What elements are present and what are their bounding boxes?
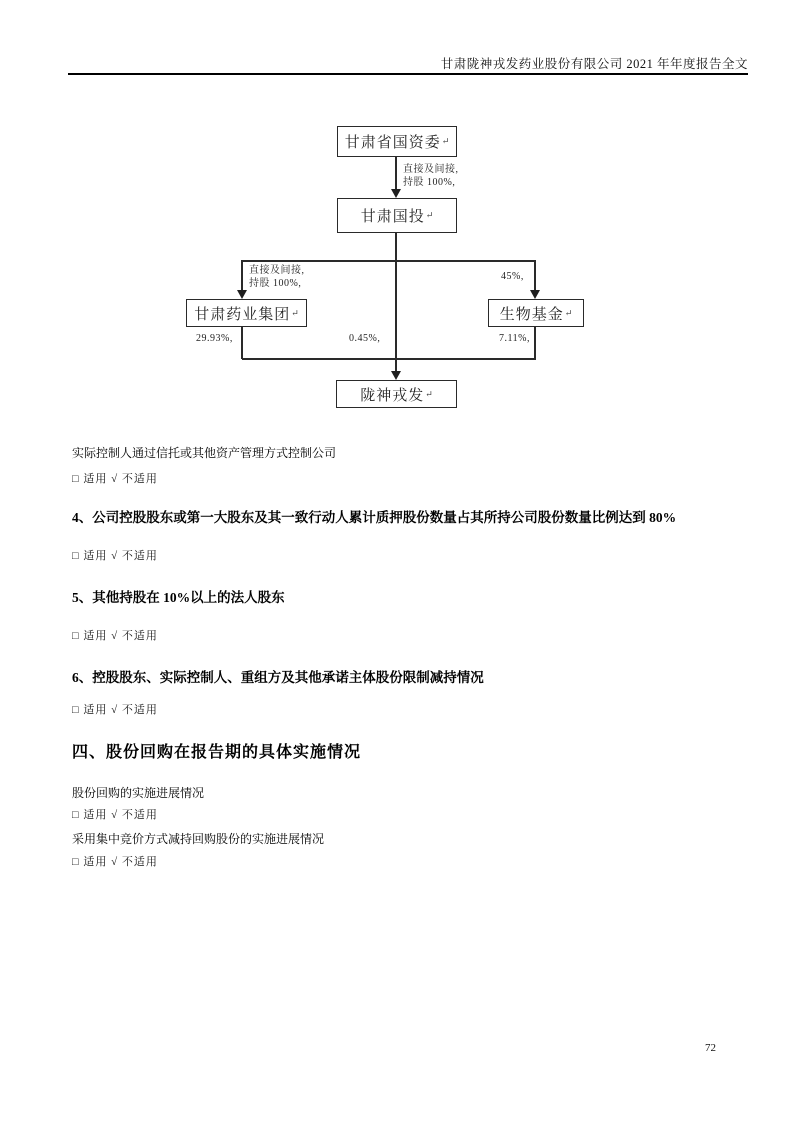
arrowhead-into-biofund bbox=[530, 290, 540, 299]
org-node-label: 甘肃省国资委 bbox=[344, 135, 441, 151]
edge-label-line: 持股 100%, bbox=[249, 278, 302, 289]
return-mark: ↵ bbox=[425, 388, 433, 399]
branch-line-upper bbox=[242, 260, 536, 262]
return-mark: ↵ bbox=[291, 307, 299, 318]
arrowhead-into-company bbox=[391, 371, 401, 380]
connector-guotou-to-pharma bbox=[241, 260, 243, 291]
applicable-checkbox-line: □ 适用 √ 不适用 bbox=[72, 550, 158, 562]
org-node-label: 生物基金 bbox=[499, 306, 564, 323]
edge-label-line: 直接及间接, bbox=[403, 164, 459, 175]
org-node-label: 陇神戎发 bbox=[360, 387, 425, 404]
return-mark: ↵ bbox=[425, 210, 434, 220]
connector-sasac-to-guotou bbox=[395, 157, 397, 190]
connector-guotou-to-biofund bbox=[534, 260, 536, 291]
org-node-label: 甘肃国投 bbox=[360, 209, 425, 225]
org-node-provincial-sasac bbox=[337, 126, 457, 157]
buyback-progress-text: 股份回购的实施进展情况 bbox=[72, 786, 205, 800]
org-node-longshen-rongfa bbox=[336, 380, 457, 408]
edge-label-29-93pct: 29.93%, bbox=[196, 333, 233, 344]
connector-pharma-down bbox=[241, 326, 243, 359]
applicable-checkbox-line: □ 适用 √ 不适用 bbox=[72, 856, 158, 868]
edge-label-7-11pct: 7.11%, bbox=[499, 333, 530, 344]
org-node-gansu-pharma-group bbox=[186, 299, 307, 327]
heading-section-four: 四、股份回购在报告期的具体实施情况 bbox=[72, 744, 362, 761]
page-header-title: 甘肃陇神戎发药业股份有限公司 2021 年年度报告全文 bbox=[440, 57, 748, 71]
applicable-checkbox-line: □ 适用 √ 不适用 bbox=[72, 809, 158, 821]
edge-label-guotou-pharma bbox=[249, 264, 305, 290]
edge-label-45pct: 45%, bbox=[501, 271, 524, 282]
return-mark: ↵ bbox=[441, 136, 450, 146]
connector-guotou-to-company bbox=[395, 233, 397, 372]
edge-label-sasac-guotou bbox=[403, 163, 459, 189]
heading-item-6: 6、控股股东、实际控制人、重组方及其他承诺主体股份限制减持情况 bbox=[72, 670, 484, 685]
connector-biofund-down bbox=[534, 326, 536, 359]
buyback-reduction-text: 采用集中竞价方式减持回购股份的实施进展情况 bbox=[72, 832, 325, 846]
org-node-bio-fund bbox=[488, 299, 584, 327]
trust-control-text: 实际控制人通过信托或其他资产管理方式控制公司 bbox=[72, 446, 337, 460]
ownership-structure-diagram bbox=[0, 110, 793, 420]
edge-label-0-45pct: 0.45%, bbox=[349, 333, 381, 344]
heading-item-5: 5、其他持股在 10%以上的法人股东 bbox=[72, 590, 285, 605]
applicable-checkbox-line: □ 适用 √ 不适用 bbox=[72, 630, 158, 642]
applicable-checkbox-line: □ 适用 √ 不适用 bbox=[72, 704, 158, 716]
edge-label-line: 直接及间接, bbox=[249, 265, 305, 276]
heading-item-4: 4、公司控股股东或第一大股东及其一致行动人累计质押股份数量占其所持公司股份数量比例达到 80% bbox=[72, 510, 677, 525]
org-node-label: 甘肃药业集团 bbox=[194, 306, 291, 323]
org-node-gansu-guotou bbox=[337, 198, 457, 233]
applicable-checkbox-line: □ 适用 √ 不适用 bbox=[72, 473, 158, 485]
return-mark: ↵ bbox=[564, 307, 573, 318]
edge-label-line: 持股 100%, bbox=[403, 177, 456, 188]
page-number: 72 bbox=[705, 1042, 716, 1054]
arrowhead-into-pharma bbox=[237, 290, 247, 299]
arrowhead-into-guotou bbox=[391, 189, 401, 198]
branch-line-lower bbox=[242, 358, 536, 360]
header-rule bbox=[68, 73, 748, 75]
